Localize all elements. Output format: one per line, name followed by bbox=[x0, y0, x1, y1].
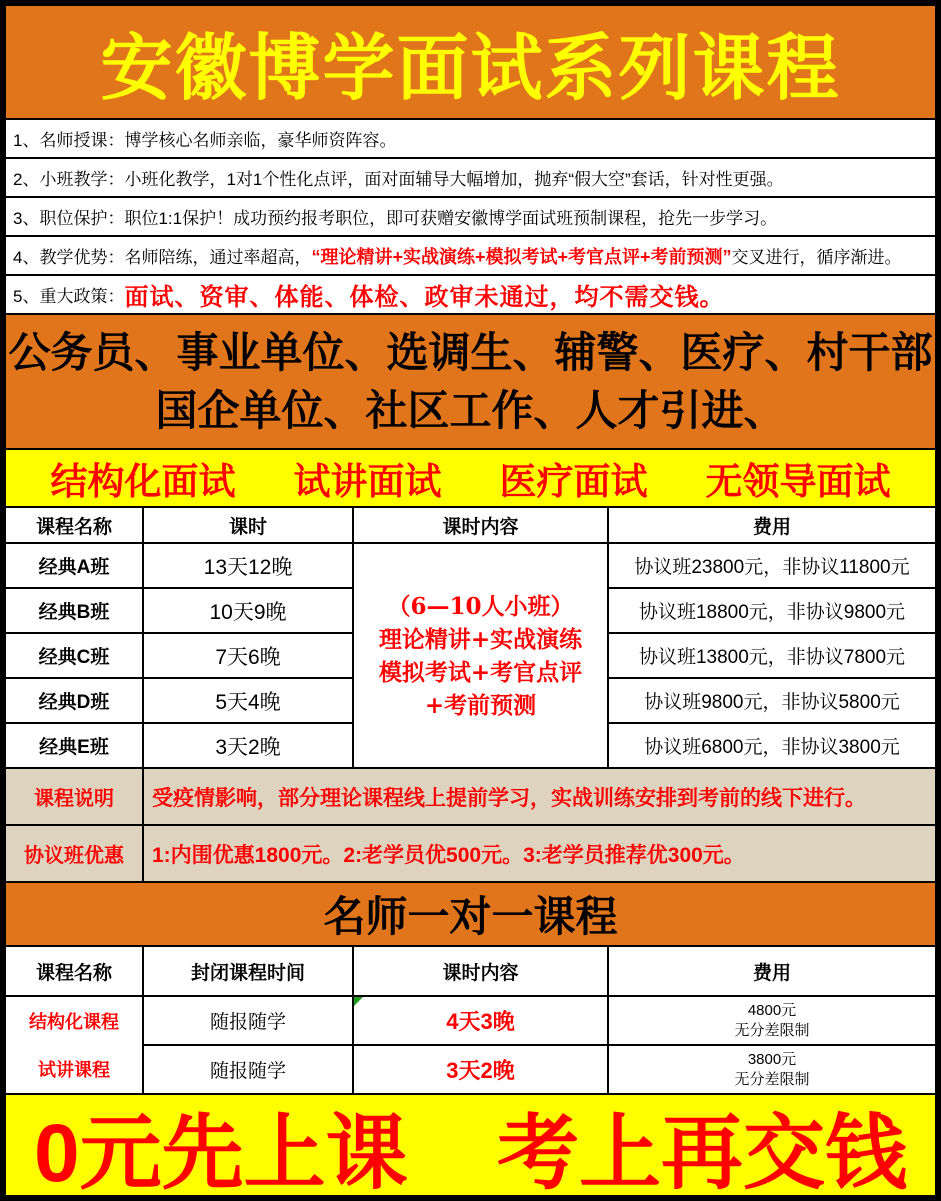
header-cell-hours: 课时 bbox=[144, 508, 354, 544]
course-type-structured: 结构化面试 bbox=[50, 461, 236, 502]
audience-line-2: 国企单位、社区工作、人才引进、 bbox=[155, 386, 786, 434]
one-to-one-table-body bbox=[6, 997, 935, 1095]
class-duration: 13天12晚 bbox=[144, 544, 354, 589]
poster-title: 安徽博学面试系列课程 bbox=[100, 25, 841, 110]
one-to-one-course-names bbox=[6, 997, 144, 1095]
feature-list bbox=[6, 118, 935, 313]
classic-table-body bbox=[6, 544, 935, 769]
one-to-one-table-header bbox=[6, 947, 935, 997]
feature-text: 2、小班教学：小班化教学，1对1个性化点评，面对面辅导大幅增加，抛弃“假大空”套话，针对性更强。 bbox=[13, 170, 784, 189]
class-fee: 协议班18800元，非协议9800元 bbox=[609, 589, 935, 634]
cell-corner-marker-icon bbox=[354, 997, 363, 1006]
content-line: 理论精讲+实战演练 bbox=[378, 625, 583, 653]
feature-policy-text: 面试、资审、体能、体检、政审未通过，均不需交钱。 bbox=[124, 282, 725, 311]
fee-condition: 无分差限制 bbox=[734, 1070, 810, 1088]
course-schedule: 随报随学 bbox=[144, 997, 354, 1046]
class-duration: 7天6晚 bbox=[144, 634, 354, 679]
audience-banner bbox=[6, 313, 935, 448]
footer-slogan-banner bbox=[6, 1095, 935, 1197]
course-duration-text: 3天2晚 bbox=[446, 1058, 515, 1083]
footer-slogan-right: 考上再交钱 bbox=[496, 1107, 907, 1199]
audience-line-1: 公务员、事业单位、选调生、辅警、医疗、村干部 bbox=[8, 328, 933, 376]
course-fee bbox=[609, 997, 935, 1046]
header-cell-content: 课时内容 bbox=[354, 508, 609, 544]
footer-slogan-left: 0元先上课 bbox=[34, 1107, 408, 1199]
class-fee: 协议班6800元，非协议3800元 bbox=[609, 724, 935, 769]
fee-amount: 3800元 bbox=[747, 1050, 797, 1068]
course-name-structured: 结构化课程 bbox=[29, 1012, 119, 1032]
feature-highlight: “理论精讲+实战演练+模拟考试+考官点评+考前预测” bbox=[311, 246, 732, 267]
one-to-one-section-title: 名师一对一课程 bbox=[323, 893, 618, 940]
class-content-cell bbox=[354, 544, 609, 769]
classic-table-header bbox=[6, 506, 935, 544]
class-name: 经典C班 bbox=[6, 634, 144, 679]
class-fee: 协议班13800元，非协议7800元 bbox=[609, 634, 935, 679]
header-cell-fee: 费用 bbox=[609, 508, 935, 544]
note-label: 课程说明 bbox=[6, 769, 144, 826]
header-cell-fee: 费用 bbox=[609, 947, 935, 997]
course-types-banner bbox=[6, 448, 935, 506]
note-row-discount bbox=[6, 826, 935, 883]
feature-text: 5、重大政策： bbox=[13, 287, 125, 306]
feature-item-4 bbox=[6, 235, 935, 274]
feature-item-1 bbox=[6, 118, 935, 157]
class-name: 经典D班 bbox=[6, 679, 144, 724]
class-name: 经典E班 bbox=[6, 724, 144, 769]
course-name-lecture: 试讲课程 bbox=[38, 1060, 110, 1080]
class-duration: 10天9晚 bbox=[144, 589, 354, 634]
course-duration-text: 4天3晚 bbox=[446, 1009, 515, 1034]
feature-text: 4、教学优势：名师陪练，通过率超高， bbox=[13, 248, 312, 267]
note-text: 受疫情影响，部分理论课程线上提前学习，实战训练安排到考前的线下进行。 bbox=[144, 769, 935, 826]
course-type-leaderless: 无领导面试 bbox=[705, 461, 891, 502]
content-line: +考前预测 bbox=[424, 691, 537, 719]
course-type-medical: 医疗面试 bbox=[499, 461, 648, 502]
course-duration bbox=[354, 1046, 609, 1095]
class-fee: 协议班23800元，非协议11800元 bbox=[609, 544, 935, 589]
class-fee: 协议班9800元，非协议5800元 bbox=[609, 679, 935, 724]
header-cell-content: 课时内容 bbox=[354, 947, 609, 997]
class-name: 经典B班 bbox=[6, 589, 144, 634]
note-text: 1:内围优惠1800元。2:老学员优500元。3:老学员推荐优300元。 bbox=[144, 826, 935, 883]
course-type-lecture: 试讲面试 bbox=[293, 461, 442, 502]
course-duration bbox=[354, 997, 609, 1046]
class-duration: 5天4晚 bbox=[144, 679, 354, 724]
note-label: 协议班优惠 bbox=[6, 826, 144, 883]
class-name: 经典A班 bbox=[6, 544, 144, 589]
poster-header bbox=[6, 6, 935, 118]
feature-item-3 bbox=[6, 196, 935, 235]
course-schedule: 随报随学 bbox=[144, 1046, 354, 1095]
fee-amount: 4800元 bbox=[747, 1001, 797, 1019]
header-cell-course-name: 课程名称 bbox=[6, 508, 144, 544]
feature-item-5 bbox=[6, 274, 935, 313]
course-fee bbox=[609, 1046, 935, 1095]
content-line: 模拟考试+考官点评 bbox=[378, 658, 583, 686]
note-row-description bbox=[6, 769, 935, 826]
feature-item-2 bbox=[6, 157, 935, 196]
one-to-one-section-bar bbox=[6, 883, 935, 947]
content-line: （6—10人小班） bbox=[387, 592, 574, 620]
feature-text: 1、名师授课：博学核心名师亲临，豪华师资阵容。 bbox=[13, 131, 397, 150]
header-cell-schedule: 封闭课程时间 bbox=[144, 947, 354, 997]
feature-text: 交叉进行，循序渐进。 bbox=[731, 248, 902, 267]
feature-text: 3、职位保护：职位1:1保护！成功预约报考职位，即可获赠安徽博学面试班预制课程，抢先一步学习。 bbox=[13, 209, 778, 228]
header-cell-course-name: 课程名称 bbox=[6, 947, 144, 997]
class-duration: 3天2晚 bbox=[144, 724, 354, 769]
fee-condition: 无分差限制 bbox=[734, 1021, 810, 1039]
